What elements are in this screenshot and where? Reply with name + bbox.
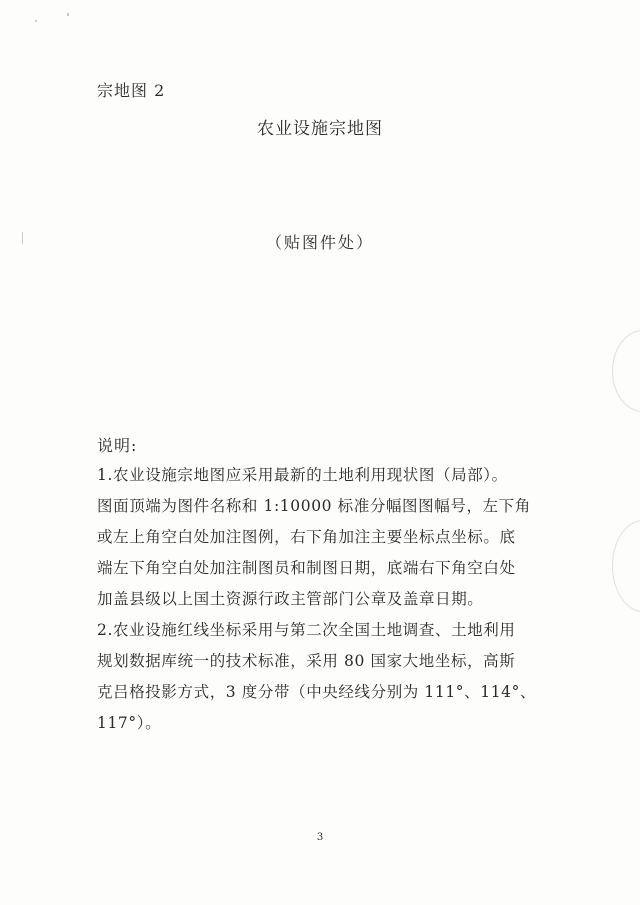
scan-mark bbox=[67, 13, 69, 16]
note-line: 或左上角空白处加注图例，右下角加注主要坐标点坐标。底 bbox=[97, 528, 516, 546]
page-number: 3 bbox=[316, 832, 324, 843]
note-line: 117°）。 bbox=[97, 714, 162, 732]
note-line: 图面顶端为图件名称和 1:10000 标准分幅图图幅号，左下角 bbox=[97, 497, 531, 515]
notes-heading: 说明: bbox=[97, 436, 138, 455]
map-label: 宗地图 2 bbox=[97, 81, 166, 100]
note-line: 加盖县级以上国土资源行政主管部门公章及盖章日期。 bbox=[97, 590, 484, 608]
image-placeholder: （贴图件处） bbox=[265, 233, 374, 252]
page-title: 农业设施宗地图 bbox=[257, 119, 383, 139]
note-line: 规划数据库统一的技术标准，采用 80 国家大地坐标，高斯 bbox=[97, 652, 516, 670]
note-line: 端左下角空白处加注制图员和制图日期，底端右下角空白处 bbox=[97, 559, 516, 577]
scan-mark bbox=[35, 20, 37, 22]
notes-section bbox=[97, 432, 557, 739]
seal-impression-upper bbox=[612, 330, 640, 412]
note-line: 1.农业设施宗地图应采用最新的土地利用现状图（局部）。 bbox=[97, 466, 508, 484]
note-line: 克吕格投影方式，3 度分带（中央经线分别为 111°、114°、 bbox=[97, 683, 537, 701]
seal-impression-lower bbox=[612, 520, 640, 612]
note-line: 2.农业设施红线坐标采用与第二次全国土地调查、土地利用 bbox=[97, 621, 516, 639]
